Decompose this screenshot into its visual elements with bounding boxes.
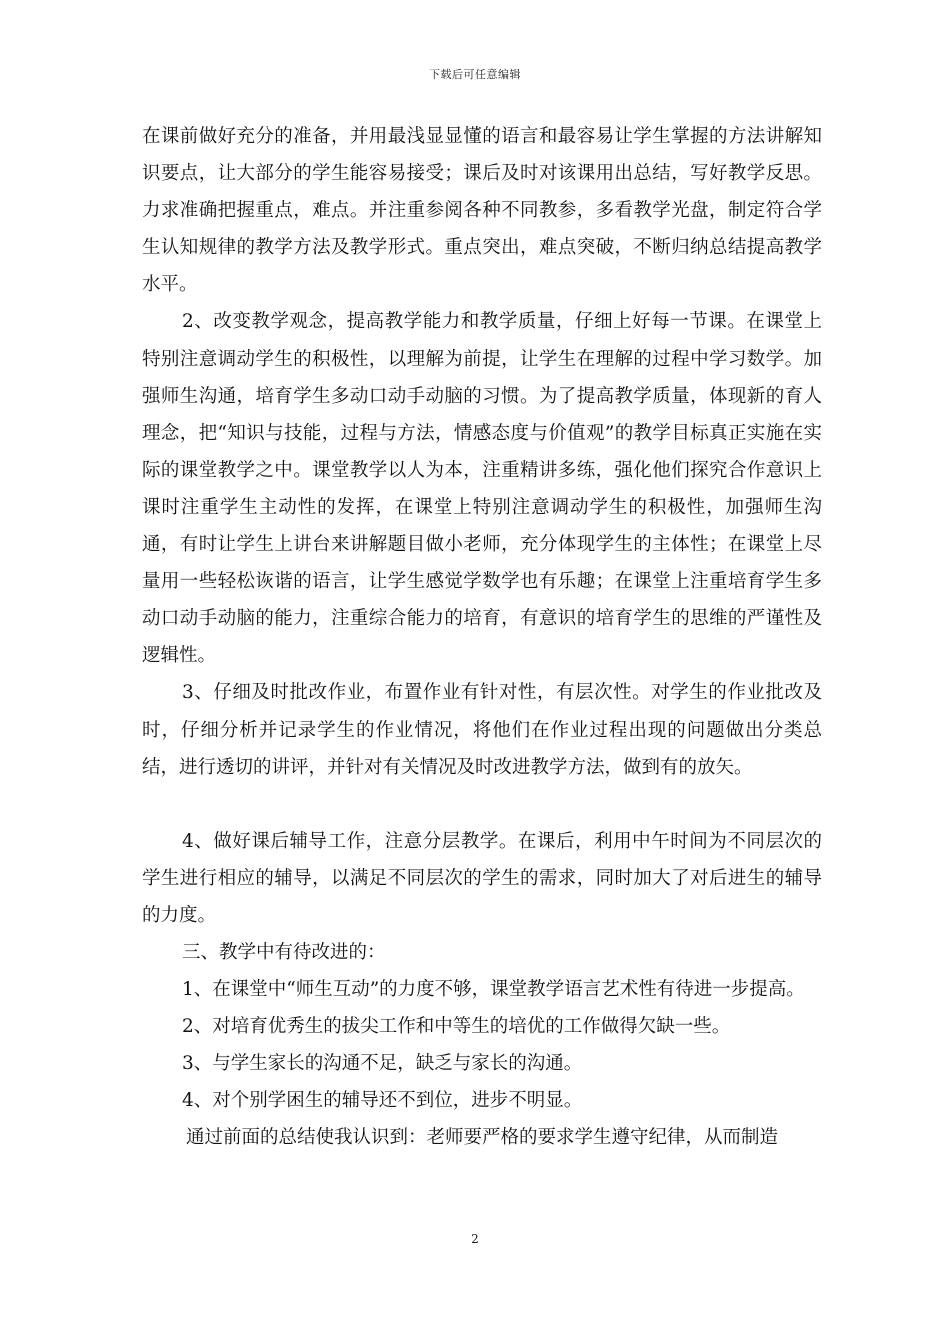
improvement-item-3: 3、与学生家长的沟通不足，缺乏与家长的沟通。	[182, 1053, 583, 1075]
section-heading-improvements: 三、教学中有待改进的：	[182, 941, 386, 963]
page-header: 下载后可任意编辑	[429, 68, 521, 81]
improvement-item-4: 4、对个别学困生的辅导还不到位，进步不明显。	[182, 1090, 583, 1112]
paragraph-conclusion: 通过前面的总结使我认识到：老师要严格的要求学生遵守纪律，从而制造	[186, 1127, 779, 1149]
improvement-item-1: 1、在课堂中“师生互动”的力度不够，课堂教学语言艺术性有待进一步提高。	[182, 979, 805, 1001]
paragraph-continued: 在课前做好充分的准备，并用最浅显显懂的语言和最容易让学生掌握的方法讲解知识要点，让大部分的学生能容易接受；课后及时对该课用出总结，写好教学反思。力求准确把握重点，难点。并注重参阅各种不同教参，多看教学光盘，制定符合学生认知规律的教学方法及教学形式。重点突出，难点突破，不断归纳总结提高教学水平。	[142, 126, 822, 296]
page-number: 2	[471, 1232, 479, 1246]
paragraph-item-2: 2、改变教学观念，提高教学能力和教学质量，仔细上好每一节课。在课堂上特别注意调动学生的积极性，以理解为前提，让学生在理解的过程中学习数学。加强师生沟通，培育学生多动口动手动脑的习惯。为了提高教学质量，体现新的育人理念，把“知识与技能，过程与方法，情感态度与价值观”的教学目标真正实施在实际的课堂教学之中。课堂教学以人为本，注重精讲多练，强化他们探究合作意识上课时注重学生主动性的发挥，在课堂上特别注意调动学生的积极性，加强师生沟通，有时让学生上讲台来讲解题目做小老师，充分体现学生的主体性；在课堂上尽量用一些轻松诙谐的语言，让学生感觉学数学也有乐趣；在课堂上注重培育学生多动口动手动脑的能力，注重综合能力的培育，有意识的培育学生的思维的严谨性及逻辑性。	[142, 311, 822, 667]
paragraph-item-4: 4、做好课后辅导工作，注意分层教学。在课后，利用中午时间为不同层次的学生进行相应的辅导，以满足不同层次的学生的需求，同时加大了对后进生的辅导的力度。	[142, 830, 822, 926]
paragraph-item-3: 3、仔细及时批改作业，布置作业有针对性，有层次性。对学生的作业批改及时，仔细分析并记录学生的作业情况，将他们在作业过程出现的问题做出分类总结，进行透切的讲评，并针对有关情况及时改进教学方法，做到有的放矢。	[142, 682, 822, 778]
improvement-item-2: 2、对培育优秀生的拔尖工作和中等生的培优的工作做得欠缺一些。	[182, 1016, 731, 1038]
document-body	[142, 118, 822, 1157]
